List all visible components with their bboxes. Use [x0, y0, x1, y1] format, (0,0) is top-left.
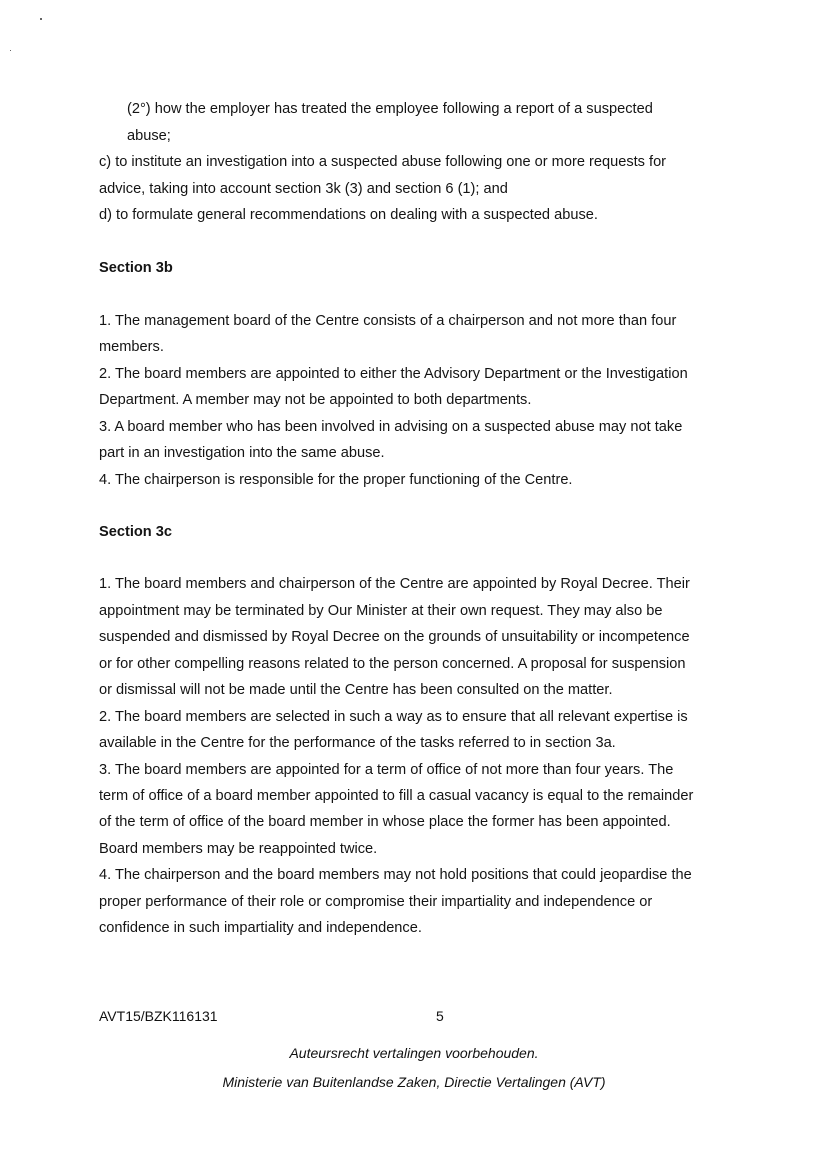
section-line: 1. The board members and chairperson of the Centre are appointed by Royal Decree. Their — [99, 576, 690, 592]
section-line: term of office of a board member appointed to fill a casual vacancy is equal to the remainder — [99, 788, 694, 804]
section-heading: Section 3c — [99, 524, 172, 540]
body-line: abuse; — [127, 128, 171, 144]
ministry-notice: Ministerie van Buitenlandse Zaken, Directie Vertalingen (AVT) — [222, 1074, 606, 1090]
section-line: 3. The board members are appointed for a term of office of not more than four years. The — [99, 762, 674, 778]
section-line: available in the Centre for the performance of the tasks referred to in section 3a. — [99, 735, 616, 751]
document-reference: AVT15/BZK116131 — [99, 1008, 218, 1024]
body-line: d) to formulate general recommendations on dealing with a suspected abuse. — [99, 207, 598, 223]
section-line: confidence in such impartiality and independence. — [99, 920, 422, 936]
section-line: or dismissal will not be made until the Centre has been consulted on the matter. — [99, 682, 613, 698]
section-line: proper performance of their role or compromise their impartiality and independence or — [99, 894, 653, 910]
page-number: 5 — [436, 1008, 444, 1024]
section-line: 1. The management board of the Centre consists of a chairperson and not more than four — [99, 313, 677, 329]
body-line: c) to institute an investigation into a suspected abuse following one or more requests for — [99, 154, 667, 170]
section-line: or for other compelling reasons related to the person concerned. A proposal for suspension — [99, 656, 686, 672]
section-line: 3. A board member who has been involved in advising on a suspected abuse may not take — [99, 419, 683, 435]
section-line: 4. The chairperson and the board members may not hold positions that could jeopardise the — [99, 867, 692, 883]
body-line: advice, taking into account section 3k (3) and section 6 (1); and — [99, 181, 508, 197]
section-line: 2. The board members are selected in such a way as to ensure that all relevant expertise is — [99, 709, 688, 725]
section-line: appointment may be terminated by Our Minister at their own request. They may also be — [99, 603, 663, 619]
section-line: suspended and dismissed by Royal Decree on the grounds of unsuitability or incompetence — [99, 629, 690, 645]
section-line: 2. The board members are appointed to either the Advisory Department or the Investigation — [99, 366, 688, 382]
section-line: part in an investigation into the same abuse. — [99, 445, 385, 461]
body-line: (2°) how the employer has treated the employee following a report of a suspected — [127, 101, 653, 117]
section-line: Department. A member may not be appointed to both departments. — [99, 392, 532, 408]
scan-speck — [10, 50, 11, 51]
copyright-notice: Auteursrecht vertalingen voorbehouden. — [289, 1045, 539, 1061]
section-line: members. — [99, 339, 164, 355]
section-line: Board members may be reappointed twice. — [99, 841, 378, 857]
section-heading: Section 3b — [99, 260, 173, 276]
section-line: of the term of office of the board member in whose place the former has been appointed. — [99, 814, 671, 830]
section-line: 4. The chairperson is responsible for the proper functioning of the Centre. — [99, 472, 573, 488]
scan-speck — [40, 18, 42, 20]
